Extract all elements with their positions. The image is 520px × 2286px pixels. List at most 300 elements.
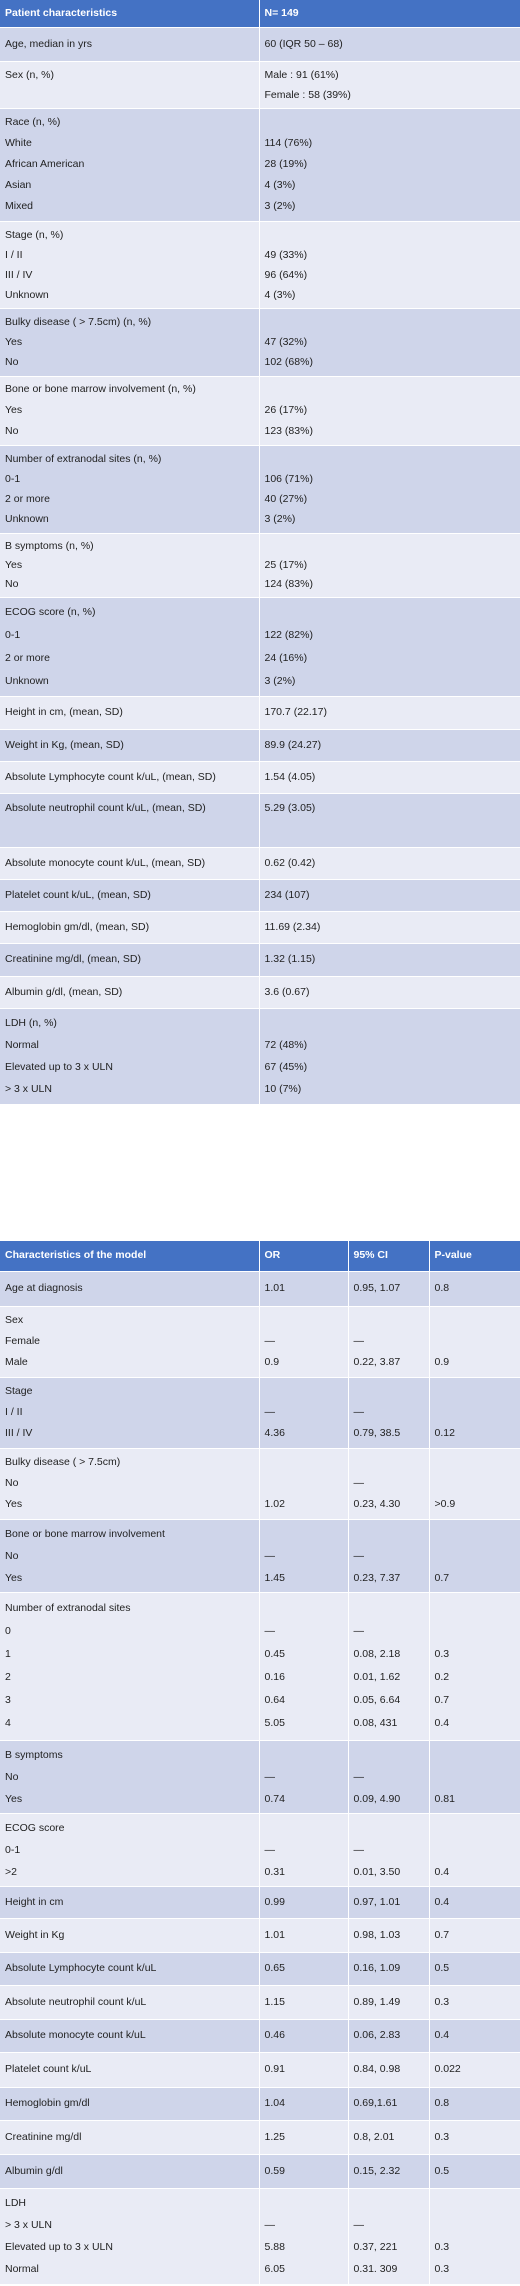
row-value-line xyxy=(265,379,520,400)
row-label-line: > 3 x ULN xyxy=(5,2219,52,2231)
p-value-line: 0.7 xyxy=(434,1571,450,1584)
row-value xyxy=(259,221,520,308)
row-value-line: 5.29 (3.05) xyxy=(264,802,316,814)
table-row xyxy=(0,2087,520,2120)
row-value xyxy=(259,1008,520,1104)
table-row xyxy=(0,221,520,308)
row-label-line: Unknown xyxy=(5,513,49,525)
confidence-interval-line: — xyxy=(353,1770,364,1783)
row-label-line: 2 or more xyxy=(5,493,50,505)
odds-ratio-line xyxy=(265,1452,348,1473)
odds-ratio xyxy=(259,2188,348,2284)
row-label xyxy=(0,308,259,376)
confidence-interval-line: 0.16, 1.09 xyxy=(353,1962,401,1974)
row-label-line: 4 xyxy=(5,1717,11,1729)
row-label-line: B symptoms (n, %) xyxy=(5,539,94,552)
row-value-line: 114 (76%) xyxy=(264,137,313,149)
p-value-line xyxy=(435,1381,520,1402)
row-value xyxy=(259,729,520,761)
p-value-line: 0.022 xyxy=(434,2063,461,2075)
confidence-interval-line: 0.84, 0.98 xyxy=(353,2063,401,2075)
row-value-line xyxy=(265,1012,520,1034)
odds-ratio xyxy=(259,2154,348,2188)
row-label xyxy=(0,793,259,847)
row-value-line: 4 (3%) xyxy=(264,288,296,301)
p-value xyxy=(429,1740,520,1813)
row-value xyxy=(259,879,520,911)
row-label-line: B symptoms xyxy=(5,1748,63,1761)
confidence-interval-line: 0.37, 221 xyxy=(353,2241,398,2253)
odds-ratio xyxy=(259,1592,348,1740)
row-label xyxy=(0,976,259,1008)
row-label-line: No xyxy=(5,1477,19,1489)
row-value-line: 123 (83%) xyxy=(264,425,313,437)
confidence-interval xyxy=(348,1519,429,1592)
row-label-line: Creatinine mg/dl xyxy=(5,2130,82,2143)
row-label xyxy=(0,221,259,308)
confidence-interval-line: 0.31. 309 xyxy=(353,2263,398,2275)
table-row xyxy=(0,1377,520,1448)
table-row xyxy=(0,911,520,943)
confidence-interval xyxy=(348,1448,429,1519)
row-label-line: No xyxy=(5,425,19,437)
row-label-line: 2 or more xyxy=(5,651,50,664)
odds-ratio xyxy=(259,2120,348,2154)
odds-ratio-line: 0.16 xyxy=(264,1671,285,1683)
confidence-interval-line: 0.98, 1.03 xyxy=(353,1928,401,1941)
p-value-line: 0.2 xyxy=(434,1671,450,1683)
header-ci: 95% CI xyxy=(348,1241,429,1271)
table-row xyxy=(0,597,520,696)
row-value-line: 122 (82%) xyxy=(264,628,313,641)
row-label-line: Unknown xyxy=(5,288,49,301)
row-value-line: 24 (16%) xyxy=(264,651,308,664)
row-value-line: 234 (107) xyxy=(264,888,310,901)
odds-ratio xyxy=(259,1985,348,2019)
row-label-line: Sex (n, %) xyxy=(5,68,55,81)
row-label-line: ECOG score (n, %) xyxy=(5,605,96,618)
row-label-line: Number of extranodal sites (n, %) xyxy=(5,453,162,465)
p-value-line xyxy=(435,1744,520,1766)
p-value-line xyxy=(435,1402,520,1423)
odds-ratio-line: 1.25 xyxy=(264,2130,285,2143)
row-label-line: White xyxy=(5,137,32,149)
row-label-line: III / IV xyxy=(5,1427,33,1439)
p-value xyxy=(429,2087,520,2120)
table-row xyxy=(0,696,520,729)
odds-ratio-line xyxy=(265,1597,348,1620)
odds-ratio xyxy=(259,1813,348,1886)
odds-ratio xyxy=(259,1952,348,1985)
row-label xyxy=(0,2154,259,2188)
row-label xyxy=(0,1952,259,1985)
confidence-interval-line: 0.08, 431 xyxy=(353,1717,398,1729)
row-label-line: Bone or bone marrow involvement xyxy=(5,1527,165,1540)
row-value-line: 47 (32%) xyxy=(264,336,308,348)
confidence-interval-line: 0.05, 6.64 xyxy=(353,1694,401,1706)
confidence-interval xyxy=(348,2019,429,2052)
odds-ratio-line: — xyxy=(264,1335,275,1347)
confidence-interval-line: — xyxy=(353,1335,364,1347)
p-value-line xyxy=(435,1331,520,1352)
row-label-line: Sex xyxy=(5,1314,24,1326)
p-value-line: 0.7 xyxy=(434,1694,450,1706)
row-label-line: Yes xyxy=(5,336,23,348)
odds-ratio-line: — xyxy=(264,2219,275,2231)
row-value xyxy=(259,597,520,696)
confidence-interval-line: 0.23, 7.37 xyxy=(353,1571,401,1584)
table-row xyxy=(0,1952,520,1985)
p-value xyxy=(429,1952,520,1985)
p-value xyxy=(429,2052,520,2087)
odds-ratio-line: 1.01 xyxy=(264,1282,285,1294)
row-label-line: Yes xyxy=(5,1498,23,1510)
p-value xyxy=(429,2188,520,2284)
row-value xyxy=(259,445,520,533)
row-label-line: 3 xyxy=(5,1694,11,1706)
row-label-line: Albumin g/dl, (mean, SD) xyxy=(5,985,123,998)
row-label xyxy=(0,1448,259,1519)
table-row xyxy=(0,2188,520,2284)
row-label-line: Weight in Kg xyxy=(5,1928,65,1941)
header-or: OR xyxy=(259,1241,348,1271)
row-label xyxy=(0,1740,259,1813)
confidence-interval xyxy=(348,1886,429,1918)
p-value-line xyxy=(435,1766,520,1788)
p-value-line: 0.3 xyxy=(434,1995,450,2008)
row-label xyxy=(0,1519,259,1592)
row-label-line: Yes xyxy=(5,1571,23,1584)
row-value xyxy=(259,61,520,108)
odds-ratio-line: 0.99 xyxy=(264,1895,285,1908)
confidence-interval-line: 0.79, 38.5 xyxy=(353,1427,401,1439)
p-value-line: 0.81 xyxy=(434,1792,455,1805)
row-label xyxy=(0,943,259,976)
row-label-line: 1 xyxy=(5,1648,11,1660)
row-value-line: 60 (IQR 50 – 68) xyxy=(264,37,343,50)
row-value-line: 49 (33%) xyxy=(264,248,308,261)
row-label xyxy=(0,533,259,597)
table-row xyxy=(0,308,520,376)
row-value-line: 4 (3%) xyxy=(264,179,296,191)
p-value xyxy=(429,1813,520,1886)
row-label-line: Hemoglobin gm/dl, (mean, SD) xyxy=(5,920,150,933)
p-value-line xyxy=(435,2192,520,2214)
row-label-line: Yes xyxy=(5,404,23,416)
row-label-line: Unknown xyxy=(5,674,49,687)
row-value-line: 124 (83%) xyxy=(264,577,313,590)
row-value-line: 10 (7%) xyxy=(264,1083,302,1095)
confidence-interval-line: 0.22, 3.87 xyxy=(353,1356,401,1368)
row-value xyxy=(259,108,520,221)
row-value-line xyxy=(265,601,520,624)
p-value-line: 0.12 xyxy=(434,1427,455,1439)
table-row xyxy=(0,1985,520,2019)
p-value xyxy=(429,1592,520,1740)
odds-ratio xyxy=(259,1306,348,1377)
table-row xyxy=(0,879,520,911)
odds-ratio-line xyxy=(265,1817,348,1839)
row-label-line: Normal xyxy=(5,1039,39,1051)
row-label-line: Elevated up to 3 x ULN xyxy=(5,1061,113,1073)
row-label-line: I / II xyxy=(5,248,23,261)
row-label xyxy=(0,847,259,879)
confidence-interval xyxy=(348,1306,429,1377)
row-label xyxy=(0,1306,259,1377)
odds-ratio-line xyxy=(265,1310,348,1331)
row-label xyxy=(0,2087,259,2120)
row-label-line: >2 xyxy=(5,1865,17,1878)
p-value xyxy=(429,2154,520,2188)
confidence-interval xyxy=(348,1918,429,1952)
p-value-line xyxy=(435,1452,520,1473)
row-label-line: Age, median in yrs xyxy=(5,37,92,50)
p-value-line xyxy=(435,1839,520,1861)
row-label xyxy=(0,696,259,729)
row-label-line: Asian xyxy=(5,179,32,191)
confidence-interval-line: — xyxy=(353,1625,364,1637)
confidence-interval xyxy=(348,2120,429,2154)
p-value-line xyxy=(435,1545,520,1567)
table-row xyxy=(0,2120,520,2154)
row-label-line: Age at diagnosis xyxy=(5,1282,83,1294)
row-label-line: No xyxy=(5,1549,19,1562)
p-value-line xyxy=(435,2214,520,2236)
row-value xyxy=(259,308,520,376)
confidence-interval-line: 0.97, 1.01 xyxy=(353,1895,401,1908)
odds-ratio-line xyxy=(265,1744,348,1766)
row-label-line: Stage (n, %) xyxy=(5,228,64,241)
row-label-line: African American xyxy=(5,158,85,170)
row-label xyxy=(0,445,259,533)
odds-ratio-line: 5.05 xyxy=(264,1717,285,1729)
row-label xyxy=(0,108,259,221)
row-value-line: 3 (2%) xyxy=(264,513,296,525)
row-value xyxy=(259,847,520,879)
table-row xyxy=(0,2052,520,2087)
odds-ratio-line: 1.45 xyxy=(264,1571,285,1584)
odds-ratio-line: 0.45 xyxy=(264,1648,285,1660)
odds-ratio-line: — xyxy=(264,1549,275,1562)
row-label-line: Bulky disease ( > 7.5cm) xyxy=(5,1456,121,1468)
p-value-line: 0.4 xyxy=(434,1895,450,1908)
row-value xyxy=(259,943,520,976)
p-value xyxy=(429,1519,520,1592)
row-value-line: 72 (48%) xyxy=(264,1039,308,1051)
header-n: N= 149 xyxy=(259,0,520,27)
odds-ratio-line: 0.91 xyxy=(264,2063,285,2075)
odds-ratio-line: — xyxy=(264,1625,275,1637)
row-label-line: Number of extranodal sites xyxy=(5,1602,131,1614)
row-label xyxy=(0,1813,259,1886)
odds-ratio-line: 0.9 xyxy=(264,1356,280,1368)
row-value-line: 96 (64%) xyxy=(264,268,308,281)
p-value xyxy=(429,1918,520,1952)
confidence-interval-line xyxy=(354,2192,429,2214)
table-header-row xyxy=(0,0,520,27)
header-patient-characteristics: Patient characteristics xyxy=(0,0,259,27)
p-value-line xyxy=(435,1310,520,1331)
row-label xyxy=(0,1985,259,2019)
odds-ratio xyxy=(259,1519,348,1592)
row-label-line: 2 xyxy=(5,1671,11,1683)
odds-ratio-line: 1.04 xyxy=(264,2097,285,2109)
confidence-interval-line: — xyxy=(353,1477,364,1489)
row-label-line: No xyxy=(5,577,19,590)
confidence-interval-line: 0.09, 4.90 xyxy=(353,1792,401,1805)
confidence-interval-line: 0.01, 3.50 xyxy=(353,1865,401,1878)
header-p-value: P-value xyxy=(429,1241,520,1271)
row-label xyxy=(0,597,259,696)
p-value-line: 0.3 xyxy=(434,2130,450,2143)
row-value-line: 3 (2%) xyxy=(264,200,296,212)
table-row xyxy=(0,27,520,61)
row-value-line: 3 (2%) xyxy=(264,674,296,687)
p-value-line: 0.9 xyxy=(434,1356,450,1368)
table-row xyxy=(0,1448,520,1519)
row-label-line: Male xyxy=(5,1356,28,1368)
confidence-interval-line xyxy=(354,1381,429,1402)
row-value-line: 3.6 (0.67) xyxy=(264,985,310,998)
model-characteristics-body xyxy=(0,1271,520,2284)
p-value xyxy=(429,1985,520,2019)
row-value-line: 0.62 (0.42) xyxy=(264,856,316,869)
confidence-interval-line xyxy=(354,1817,429,1839)
odds-ratio-line: 6.05 xyxy=(264,2263,285,2275)
table-row xyxy=(0,793,520,847)
table-row xyxy=(0,729,520,761)
p-value xyxy=(429,2019,520,2052)
header-characteristics: Characteristics of the model xyxy=(0,1241,259,1271)
table-row xyxy=(0,1813,520,1886)
confidence-interval-line: 0.89, 1.49 xyxy=(353,1995,401,2008)
row-value-line: 89.9 (24.27) xyxy=(264,738,322,751)
row-label xyxy=(0,1918,259,1952)
table-row xyxy=(0,943,520,976)
table-row xyxy=(0,1886,520,1918)
confidence-interval-line: 0.23, 4.30 xyxy=(353,1498,401,1510)
odds-ratio-line: 0.46 xyxy=(264,2029,285,2041)
odds-ratio-line: 1.15 xyxy=(264,1995,285,2008)
row-label xyxy=(0,2120,259,2154)
odds-ratio-line: 0.64 xyxy=(264,1694,285,1706)
odds-ratio xyxy=(259,2087,348,2120)
odds-ratio xyxy=(259,1918,348,1952)
table-row xyxy=(0,533,520,597)
confidence-interval-line xyxy=(354,1744,429,1766)
table-row xyxy=(0,1918,520,1952)
odds-ratio-line: 0.59 xyxy=(264,2164,285,2177)
row-label-line: Albumin g/dl xyxy=(5,2164,63,2177)
confidence-interval-line: — xyxy=(353,1406,364,1418)
row-label xyxy=(0,1271,259,1306)
odds-ratio xyxy=(259,1886,348,1918)
p-value xyxy=(429,1271,520,1306)
confidence-interval xyxy=(348,2087,429,2120)
p-value-line: 0.3 xyxy=(434,2263,450,2275)
row-label-line: Absolute monocyte count k/uL, (mean, SD) xyxy=(5,856,206,869)
confidence-interval xyxy=(348,1813,429,1886)
row-label xyxy=(0,911,259,943)
table-row xyxy=(0,2154,520,2188)
row-label xyxy=(0,729,259,761)
row-label-line: Race (n, %) xyxy=(5,116,61,128)
row-label-line: Bulky disease ( > 7.5cm) (n, %) xyxy=(5,316,152,328)
p-value-line xyxy=(435,1523,520,1545)
table-row xyxy=(0,445,520,533)
row-value xyxy=(259,376,520,445)
odds-ratio-line: 0.74 xyxy=(264,1792,285,1805)
p-value-line xyxy=(435,1597,520,1620)
row-value-line xyxy=(265,312,520,332)
row-value-line xyxy=(265,449,520,469)
row-label-line: Absolute neutrophil count k/uL, (mean, SD) xyxy=(5,802,206,814)
table-row xyxy=(0,108,520,221)
row-value-line: 40 (27%) xyxy=(264,493,308,505)
row-value-line: Male : 91 (61%) xyxy=(264,68,339,81)
odds-ratio xyxy=(259,2019,348,2052)
p-value-line xyxy=(435,1817,520,1839)
row-label-line: 0-1 xyxy=(5,628,21,641)
row-label xyxy=(0,2019,259,2052)
p-value-line: 0.3 xyxy=(434,2241,450,2253)
p-value-line: 0.4 xyxy=(434,1865,450,1878)
odds-ratio xyxy=(259,1271,348,1306)
row-label-line: Bone or bone marrow involvement (n, %) xyxy=(5,383,196,395)
row-label xyxy=(0,1377,259,1448)
table-row xyxy=(0,376,520,445)
p-value-line xyxy=(435,1620,520,1643)
row-label-line: 0-1 xyxy=(5,473,21,485)
p-value xyxy=(429,1448,520,1519)
row-value-line xyxy=(265,112,520,133)
p-value-line: 0.8 xyxy=(434,1282,450,1294)
confidence-interval xyxy=(348,1985,429,2019)
p-value xyxy=(429,1886,520,1918)
row-label-line: Hemoglobin gm/dl xyxy=(5,2097,90,2109)
row-label-line: Mixed xyxy=(5,200,34,212)
p-value-line: 0.3 xyxy=(434,1648,450,1660)
row-value xyxy=(259,911,520,943)
confidence-interval-line: 0.08, 2.18 xyxy=(353,1648,401,1660)
odds-ratio-line: 4.36 xyxy=(264,1427,285,1439)
confidence-interval-line: 0.01, 1.62 xyxy=(353,1671,401,1683)
row-value xyxy=(259,27,520,61)
confidence-interval xyxy=(348,2052,429,2087)
row-label-line: Height in cm xyxy=(5,1895,64,1908)
odds-ratio-line: — xyxy=(264,1843,275,1856)
confidence-interval-line xyxy=(354,1523,429,1545)
p-value-line: 0.5 xyxy=(434,2164,450,2177)
row-label xyxy=(0,2052,259,2087)
row-label-line: 0 xyxy=(5,1625,11,1637)
odds-ratio-line: — xyxy=(264,1770,275,1783)
row-label-line: Absolute neutrophil count k/uL xyxy=(5,1995,147,2008)
row-label-line: 0-1 xyxy=(5,1843,21,1856)
row-label-line xyxy=(5,85,259,105)
row-label xyxy=(0,1886,259,1918)
row-label-line: Platelet count k/uL, (mean, SD) xyxy=(5,888,151,901)
table-row xyxy=(0,761,520,793)
row-value-line: 170.7 (22.17) xyxy=(264,706,327,718)
row-label-line: ECOG score xyxy=(5,1821,65,1834)
row-label xyxy=(0,761,259,793)
confidence-interval xyxy=(348,1740,429,1813)
row-label-line: Yes xyxy=(5,1792,23,1805)
confidence-interval xyxy=(348,2188,429,2284)
row-label-line: Absolute Lymphocyte count k/uL xyxy=(5,1962,157,1974)
table-row xyxy=(0,1306,520,1377)
